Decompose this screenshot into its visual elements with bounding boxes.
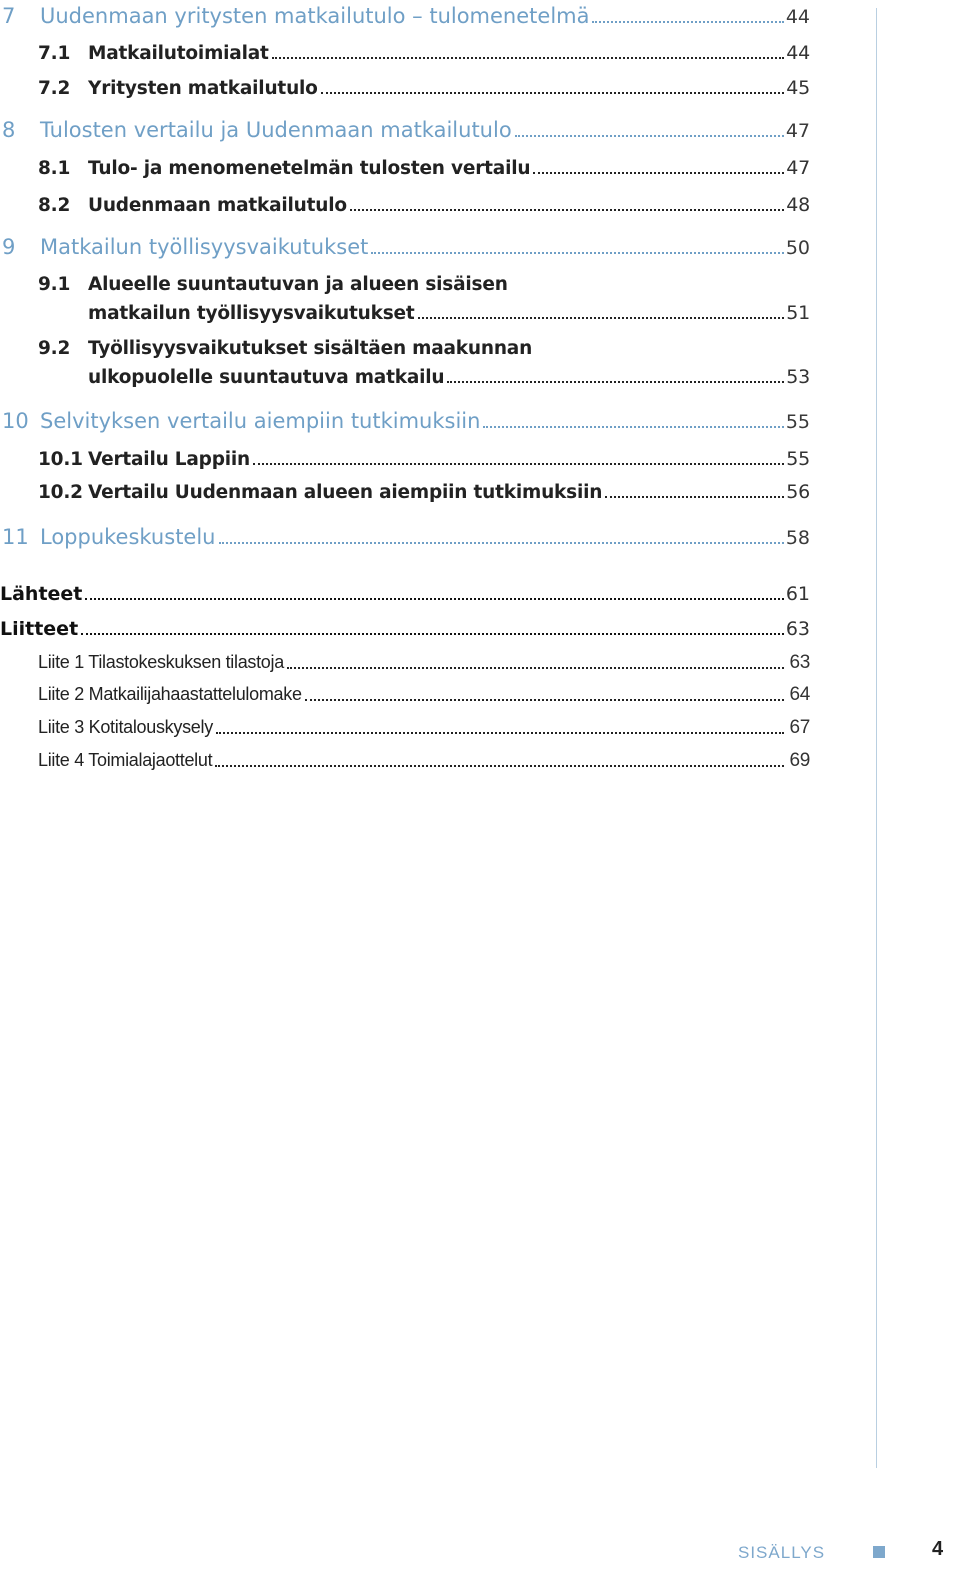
toc-entry-title: ulkopuolelle suuntautuva matkailu xyxy=(88,367,445,388)
toc-entry-section-9-1-line1[interactable] xyxy=(0,274,508,295)
toc-entry-section-9-1[interactable] xyxy=(0,302,810,324)
toc-entry-chapter-11[interactable] xyxy=(0,525,810,549)
toc-entry-page: 51 xyxy=(786,302,810,324)
toc-entry-chapter-9[interactable] xyxy=(0,235,810,259)
toc-entry-page: 45 xyxy=(786,77,810,99)
toc-entry-section-10-2[interactable] xyxy=(0,481,810,503)
toc-entry-title: Loppukeskustelu xyxy=(40,525,216,549)
dot-leader xyxy=(533,172,784,174)
toc-entry-title: Vertailu Lappiin xyxy=(88,449,251,470)
toc-entry-appendix-2[interactable] xyxy=(0,684,810,706)
toc-entry-title: Liite 2 Matkailijahaastattelulomake xyxy=(38,684,302,704)
toc-entry-section-8-1[interactable] xyxy=(0,157,810,179)
toc-entry-section-9-2-line1[interactable] xyxy=(0,338,532,359)
toc-entry-section-9-2[interactable] xyxy=(0,366,810,388)
toc-entry-page: 69 xyxy=(789,750,810,771)
toc-entry-title: Matkailun työllisyysvaikutukset xyxy=(40,235,369,259)
dot-leader xyxy=(321,92,784,94)
dot-leader xyxy=(253,463,784,465)
toc-entry-number: 7 xyxy=(2,4,16,28)
toc-entry-chapter-10[interactable] xyxy=(0,409,810,433)
toc-entry-page: 56 xyxy=(786,481,810,503)
toc-entry-title: matkailun työllisyysvaikutukset xyxy=(88,303,415,324)
toc-entry-page: 63 xyxy=(785,618,810,640)
dot-leader xyxy=(272,57,784,59)
toc-entry-number: 8.2 xyxy=(38,195,71,216)
toc-entry-page: 48 xyxy=(786,194,810,216)
dot-leader xyxy=(592,21,783,23)
toc-entry-number: 8 xyxy=(2,118,16,142)
toc-entry-page: 44 xyxy=(786,42,810,64)
dot-leader xyxy=(371,252,783,254)
dot-leader xyxy=(418,317,784,319)
toc-entry-title-line1: Alueelle suuntautuvan ja alueen sisäisen xyxy=(88,274,508,295)
toc-entry-section-7-1[interactable] xyxy=(0,42,810,64)
dot-leader xyxy=(305,699,784,701)
dot-leader xyxy=(85,598,783,600)
toc-entry-page: 55 xyxy=(785,411,810,433)
toc-entry-title: Vertailu Uudenmaan alueen aiempiin tutkimuksiin xyxy=(88,482,603,503)
toc-entry-title: Selvityksen vertailu aiempiin tutkimuksiin xyxy=(40,409,481,433)
toc-entry-title: Liite 1 Tilastokeskuksen tilastoja xyxy=(38,652,284,672)
dot-leader xyxy=(350,209,784,211)
toc-entry-page: 63 xyxy=(789,652,810,673)
toc-entry-title: Liite 4 Toimialajaottelut xyxy=(38,750,213,770)
toc-entry-number: 9 xyxy=(2,235,16,259)
dot-leader xyxy=(515,135,784,137)
margin-rule xyxy=(876,8,877,1468)
toc-entry-title: Uudenmaan yritysten matkailutulo – tulomenetelmä xyxy=(40,4,590,28)
toc-entry-page: 64 xyxy=(789,684,810,705)
toc-entry-number: 8.1 xyxy=(38,158,71,179)
dot-leader xyxy=(287,667,784,669)
toc-entry-appendix-1[interactable] xyxy=(0,652,810,674)
toc-entry-section-10-1[interactable] xyxy=(0,448,810,470)
dot-leader xyxy=(81,633,784,635)
toc-entry-title: Liitteet xyxy=(0,618,79,640)
toc-entry-section-8-2[interactable] xyxy=(0,194,810,216)
toc-entry-chapter-7[interactable] xyxy=(0,4,810,28)
toc-entry-title: Matkailutoimialat xyxy=(88,43,269,64)
toc-entry-number: 9.2 xyxy=(38,338,71,359)
toc-entry-title: Lähteet xyxy=(0,583,83,605)
toc-entry-section-7-2[interactable] xyxy=(0,77,810,99)
toc-entry-number: 9.1 xyxy=(38,274,71,295)
dot-leader xyxy=(219,542,784,544)
toc-entry-page: 55 xyxy=(786,448,810,470)
toc-entry-chapter-8[interactable] xyxy=(0,118,810,142)
toc-entry-appendix-4[interactable] xyxy=(0,750,810,772)
toc-entry-number: 7.1 xyxy=(38,43,71,64)
toc-entry-title: Tulo- ja menomenetelmän tulosten vertailu xyxy=(88,158,531,179)
footer-section-label: SISÄLLYS xyxy=(738,1543,826,1562)
toc-entry-references[interactable] xyxy=(0,583,810,605)
dot-leader xyxy=(216,732,784,734)
toc-entry-page: 53 xyxy=(786,366,810,388)
dot-leader xyxy=(605,496,784,498)
toc-entry-title: Liite 3 Kotitalouskysely xyxy=(38,717,213,737)
toc-entry-number: 7.2 xyxy=(38,78,71,99)
toc-entry-number: 11 xyxy=(2,525,29,549)
toc-entry-appendices[interactable] xyxy=(0,618,810,640)
toc-entry-number: 10.2 xyxy=(38,482,83,503)
dot-leader xyxy=(483,426,783,428)
toc-entry-number: 10 xyxy=(2,409,29,433)
toc-entry-page: 50 xyxy=(785,237,810,259)
toc-entry-title: Uudenmaan matkailutulo xyxy=(88,195,347,216)
dot-leader xyxy=(447,381,784,383)
toc-entry-title-line1: Työllisyysvaikutukset sisältäen maakunnan xyxy=(88,338,533,359)
toc-entry-page: 61 xyxy=(785,583,810,605)
footer-page-number: 4 xyxy=(932,1538,944,1560)
dot-leader xyxy=(215,765,784,767)
toc-entry-page: 58 xyxy=(785,527,810,549)
toc-entry-page: 47 xyxy=(785,120,810,142)
toc-entry-page: 67 xyxy=(789,717,810,738)
toc-entry-appendix-3[interactable] xyxy=(0,717,810,739)
toc-entry-page: 44 xyxy=(785,6,810,28)
toc-entry-page: 47 xyxy=(786,157,810,179)
footer-square-marker xyxy=(873,1546,885,1558)
toc-entry-number: 10.1 xyxy=(38,449,83,470)
toc-entry-title: Tulosten vertailu ja Uudenmaan matkailutulo xyxy=(40,118,512,142)
toc-entry-title: Yritysten matkailutulo xyxy=(88,78,318,99)
